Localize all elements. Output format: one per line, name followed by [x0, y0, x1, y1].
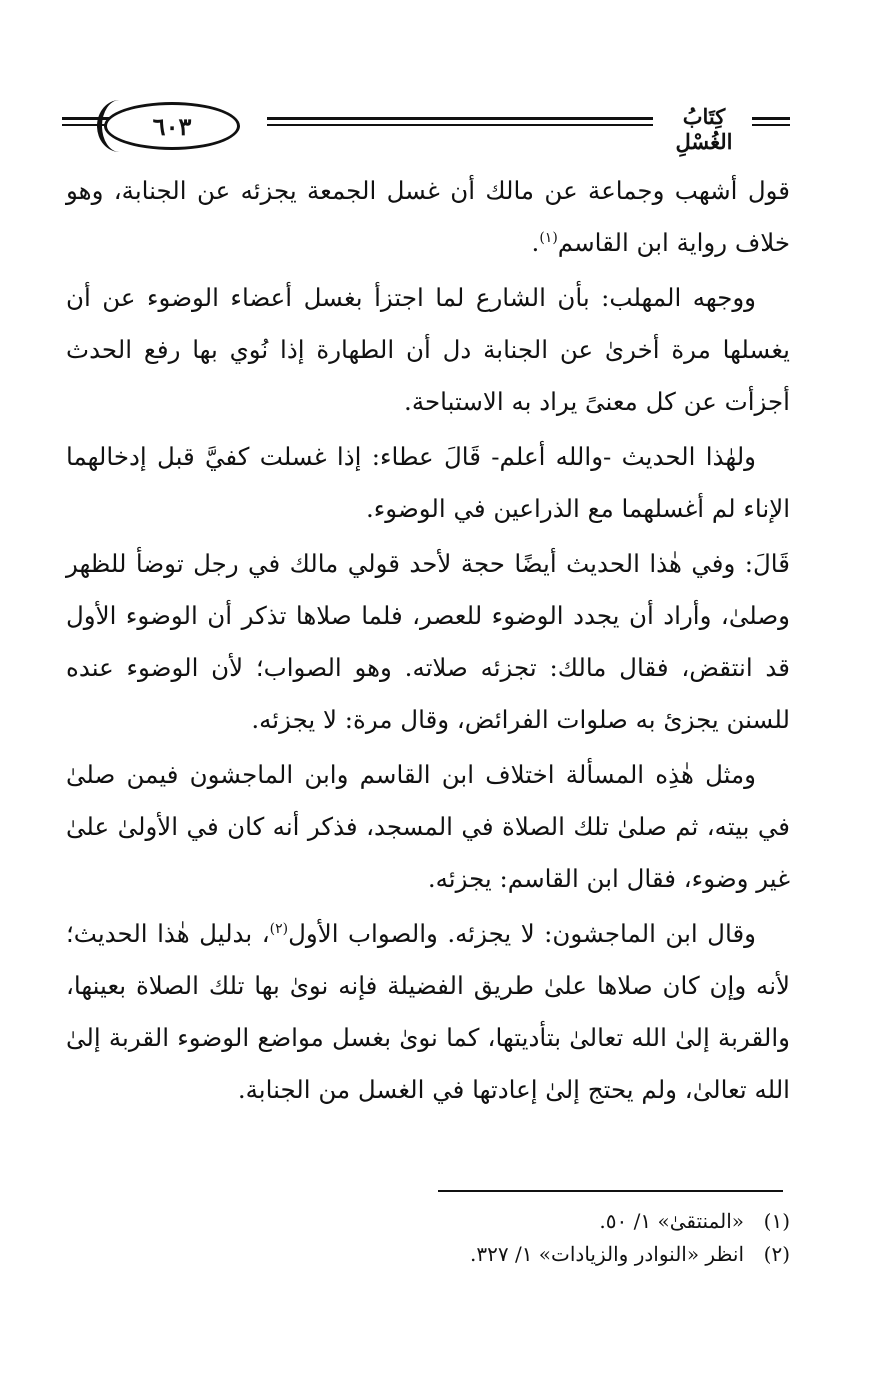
- body-text: [66, 165, 790, 1119]
- footnote-ref-2: (٢): [269, 920, 289, 937]
- footnote-separator: [438, 1190, 783, 1192]
- page-number: ٦٠٣: [104, 102, 240, 150]
- footnote-2: (٢)انظر «النوادر والزيادات» ١/ ٣٢٧.: [470, 1242, 790, 1266]
- paragraph-6: وقال ابن الماجشون: لا يجزئه. والصواب الأول$^{(٢)}$، بدليل هٰذا الحديث؛ لأنه وإن كان صلاها علىٰ طريق الفضيلة فإنه نوىٰ بها تلك الصلاة بعينها، والقربة إلىٰ الله تعالىٰ بتأديتها، كما نوىٰ بغسل مواضع الوضوء القربة إلىٰ الله تعالىٰ، ولم يحتج إلىٰ إعادتها في الغسل من الجنابة.: [66, 919, 790, 1104]
- footnote-ref-1: (١): [539, 229, 558, 246]
- page-header: [62, 96, 790, 158]
- paragraph-5: ومثل هٰذِه المسألة اختلاف ابن القاسم وابن الماجشون فيمن صلىٰ في بيته، ثم صلىٰ تلك الصلاة في المسجد، فذكر أنه كان في الأولىٰ علىٰ غير وضوء، فقال ابن القاسم: يجزئه.: [66, 760, 790, 893]
- paragraph-2: ووجهه المهلب: بأن الشارع لما اجتزأ بغسل أعضاء الوضوء عن أن يغسلها مرة أخرىٰ عن الجنابة دل أن الطهارة إذا نُوي بها رفع الحدث أجزأت عن كل معنىً يراد به الاستباحة.: [66, 283, 790, 416]
- chapter-title: كِتَابُ الغُسْلِ: [675, 104, 733, 154]
- paragraph-3: ولهٰذا الحديث -والله أعلم- قَالَ عطاء: إذا غسلت كفيَّ قبل إدخالهما الإناء لم أغسلهما مع الذراعين في الوضوء.: [66, 442, 790, 523]
- paragraph-1: قول أشهب وجماعة عن مالك أن غسل الجمعة يجزئه عن الجنابة، وهو خلاف رواية ابن القاسم$^{(١)}$.: [66, 176, 790, 257]
- paragraph-4: قَالَ: وفي هٰذا الحديث أيضًا حجة لأحد قولي مالك في رجل توضأ للظهر وصلىٰ، وأراد أن يجدد الوضوء للعصر، فلما صلاها تذكر أن الوضوء الأول قد انتقض، فقال مالك: تجزئه صلاته. وهو الصواب؛ لأن الوضوء عنده للسنن يجزئ به صلوات الفرائض، وقال مرة: لا يجزئه.: [66, 549, 790, 734]
- footnote-1: (١)«المنتقىٰ» ١/ ٥٠.: [599, 1209, 790, 1233]
- header-rule-right: [752, 117, 790, 127]
- header-rule-middle: [267, 117, 653, 127]
- footnotes: [66, 1205, 790, 1271]
